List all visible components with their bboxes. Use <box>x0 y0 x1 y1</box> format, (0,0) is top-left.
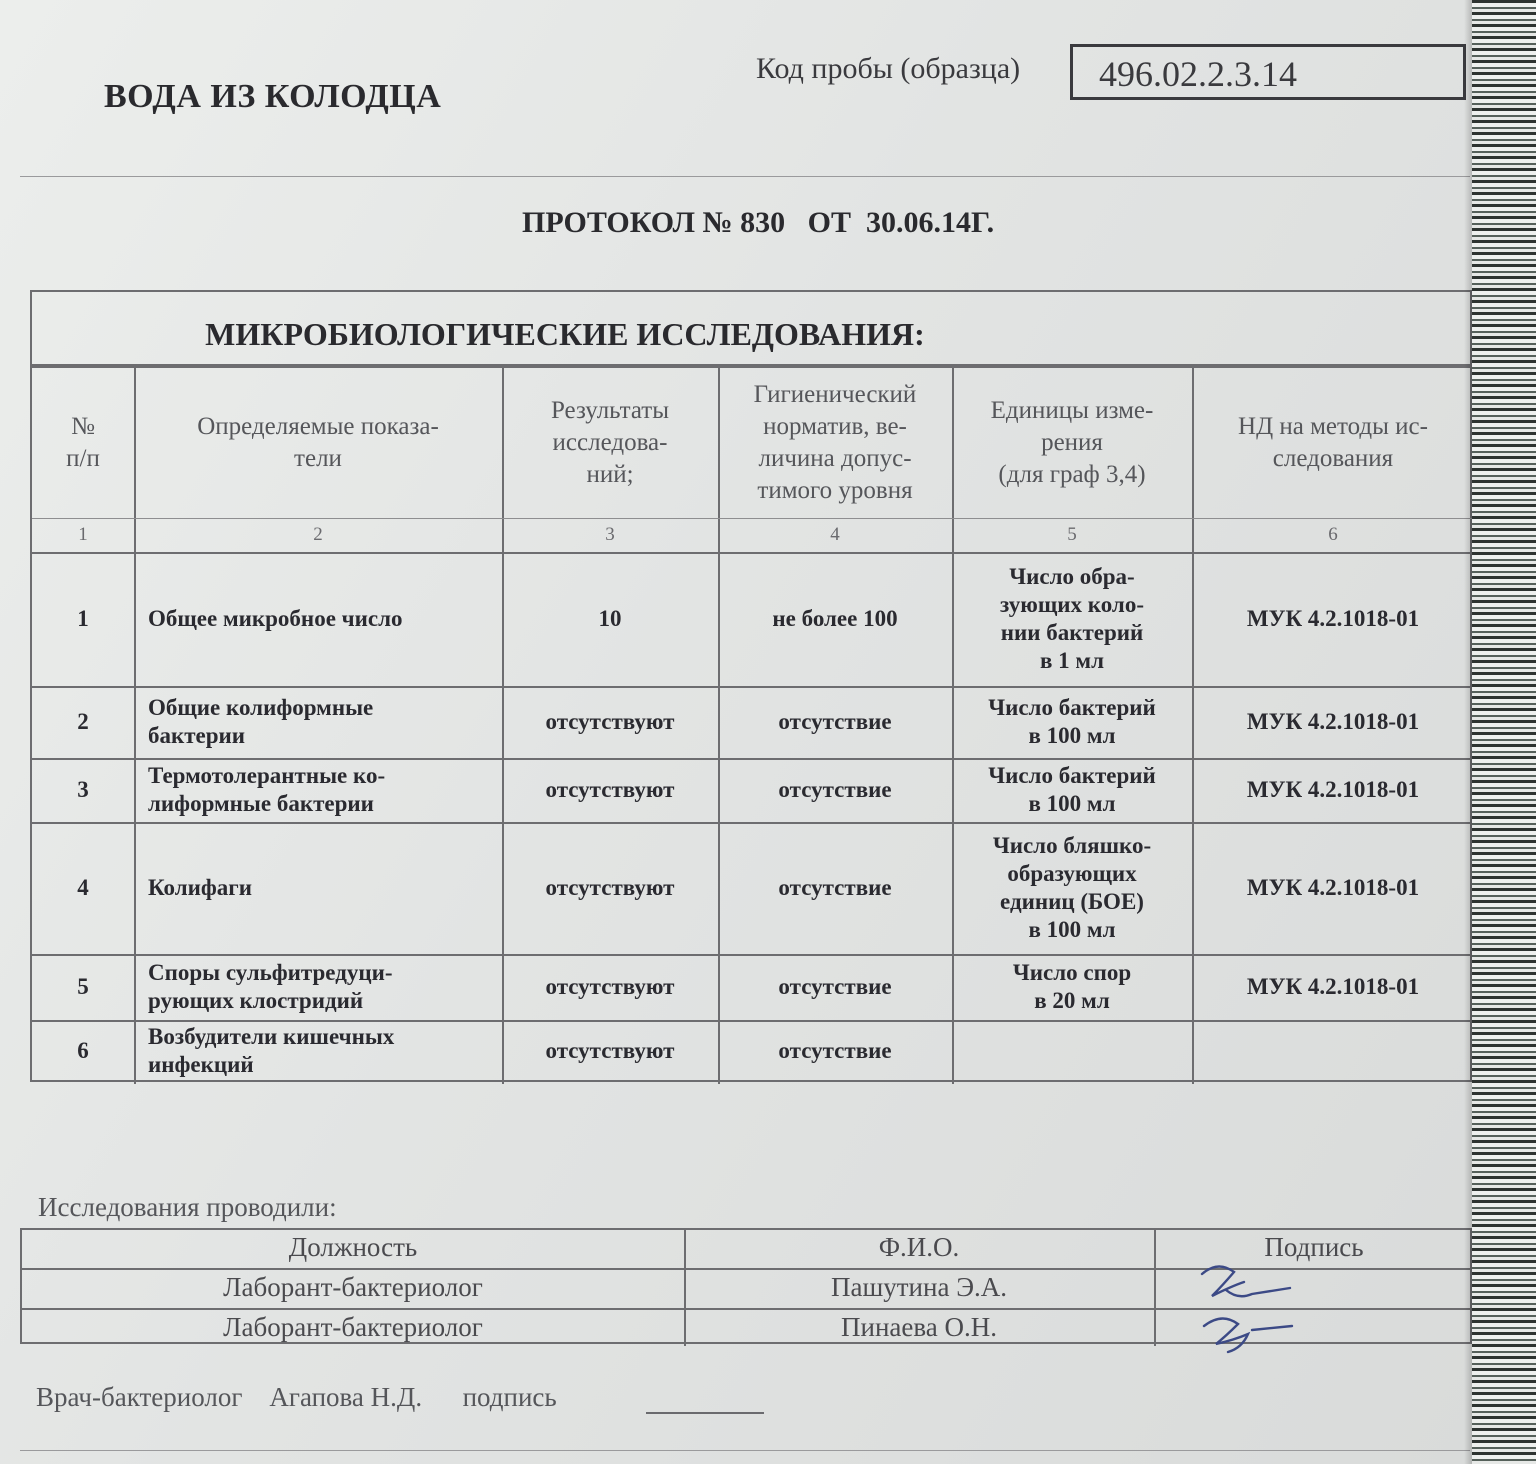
column-header-line: ний; <box>586 461 634 488</box>
column-header <box>134 411 502 475</box>
sample-code-label: Код пробы (образца) <box>756 52 1021 85</box>
method-cell-line: МУК 4.2.1018-01 <box>1246 606 1420 631</box>
units-cell <box>952 694 1192 750</box>
staff-name: Пинаева О.Н. <box>841 1312 997 1342</box>
indicator-cell-line: Общее микробное число <box>148 606 403 631</box>
column-header-line: Определяемые показа- <box>197 413 439 440</box>
result-cell-line: отсутствуют <box>545 709 675 734</box>
norm-cell-line: отсутствие <box>778 875 892 900</box>
column-divider <box>134 368 136 1084</box>
method-cell-line: МУК 4.2.1018-01 <box>1246 777 1420 802</box>
units-cell-line: Число спор <box>1012 960 1132 985</box>
row-number-line: 2 <box>77 709 89 734</box>
column-header-line: НД на методы ис- <box>1238 413 1428 440</box>
column-number: 2 <box>313 524 323 545</box>
section-title: МИКРОБИОЛОГИЧЕСКИЕ ИССЛЕДОВАНИЯ: <box>205 316 925 352</box>
result-cell <box>502 776 718 804</box>
norm-cell <box>718 605 952 633</box>
indicator-cell <box>148 1023 498 1079</box>
column-header <box>718 379 952 507</box>
units-cell <box>952 832 1192 944</box>
result-cell-line: отсутствуют <box>545 875 675 900</box>
row-divider <box>32 822 1474 824</box>
column-header-line: Результаты <box>550 397 670 424</box>
units-cell-line: в 100 мл <box>1028 791 1116 816</box>
row-number-line: 4 <box>77 875 89 900</box>
result-cell <box>502 874 718 902</box>
column-header <box>502 395 718 491</box>
column-header-line: п/п <box>66 445 100 472</box>
method-cell-line: МУК 4.2.1018-01 <box>1246 875 1420 900</box>
indicator-cell-line: Споры сульфитредуци- <box>148 960 393 985</box>
column-header <box>952 395 1192 491</box>
method-cell <box>1192 605 1474 633</box>
column-number: 5 <box>1067 524 1077 545</box>
row-number-line: 3 <box>77 777 89 802</box>
column-number: 3 <box>605 524 615 545</box>
method-cell-line: МУК 4.2.1018-01 <box>1246 709 1420 734</box>
row-divider <box>32 686 1474 688</box>
staff-header: Должность <box>288 1232 418 1262</box>
method-cell <box>1192 708 1474 736</box>
norm-cell <box>718 874 952 902</box>
doctor-line <box>36 1382 557 1413</box>
column-number: 1 <box>78 524 88 545</box>
indicator-cell-line: лиформные бактерии <box>148 791 374 816</box>
column-header-line: Единицы изме- <box>990 397 1154 424</box>
column-header-line: Гигиенический <box>753 381 917 408</box>
column-header-line: следования <box>1272 445 1394 472</box>
norm-cell <box>718 1037 952 1065</box>
units-cell <box>952 563 1192 675</box>
indicator-cell <box>148 694 498 750</box>
doctor-signature-label: подпись <box>462 1382 557 1412</box>
indicator-cell <box>148 762 498 818</box>
staff-table <box>20 1228 1472 1344</box>
staff-header: Подпись <box>1264 1232 1364 1262</box>
result-cell-line: отсутствуют <box>545 1038 675 1063</box>
units-cell-line: Число бактерий <box>988 763 1156 788</box>
doctor-position: Врач-бактериолог <box>36 1382 243 1412</box>
units-cell-line: нии бактерий <box>1000 620 1144 645</box>
staff-header: Ф.И.О. <box>878 1232 960 1262</box>
units-cell-line: зующих коло- <box>1000 592 1144 617</box>
performed-by-label: Исследования проводили: <box>38 1192 337 1222</box>
staff-position: Лаборант-бактериолог <box>223 1272 483 1302</box>
norm-cell-line: отсутствие <box>778 974 892 999</box>
units-cell-line: единиц (БОЕ) <box>1000 889 1144 914</box>
doctor-signature-line <box>646 1412 764 1414</box>
norm-cell <box>718 708 952 736</box>
column-header-line: норматив, ве- <box>763 413 907 440</box>
protocol-title <box>522 206 994 240</box>
indicator-cell <box>148 605 498 633</box>
row-number <box>32 874 134 902</box>
sample-code-value: 496.02.2.3.14 <box>1099 54 1297 94</box>
units-cell <box>952 959 1192 1015</box>
result-cell <box>502 1037 718 1065</box>
column-header-line: (для граф 3,4) <box>998 461 1146 488</box>
column-header <box>32 411 134 475</box>
staff-name: Пашутина Э.А. <box>830 1272 1008 1302</box>
method-cell <box>1192 874 1474 902</box>
norm-cell-line: не более 100 <box>772 606 898 631</box>
row-divider <box>32 758 1474 760</box>
result-cell <box>502 973 718 1001</box>
result-cell-line: отсутствуют <box>545 974 675 999</box>
norm-cell-line: отсутствие <box>778 709 892 734</box>
result-cell-line: отсутствуют <box>545 777 675 802</box>
sample-code-box <box>1070 44 1466 100</box>
row-number <box>32 776 134 804</box>
norm-cell-line: отсутствие <box>778 1038 892 1063</box>
row-divider <box>32 1020 1474 1022</box>
protocol-number: ПРОТОКОЛ № 830 <box>522 206 786 239</box>
norm-cell <box>718 973 952 1001</box>
row-divider <box>32 552 1474 554</box>
units-cell-line: Число бактерий <box>988 695 1156 720</box>
top-divider <box>20 176 1470 177</box>
column-header-line: № <box>71 413 95 440</box>
signature-2-icon <box>1182 1304 1302 1364</box>
indicator-cell-line: инфекций <box>148 1052 254 1077</box>
indicator-cell-line: Колифаги <box>148 875 252 900</box>
method-cell <box>1192 776 1474 804</box>
column-header <box>1192 411 1474 475</box>
row-number-line: 6 <box>77 1038 89 1063</box>
row-number <box>32 1037 134 1065</box>
indicator-cell <box>148 874 498 902</box>
units-cell-line: в 1 мл <box>1040 648 1104 673</box>
column-header-line: личина допус- <box>758 445 912 472</box>
binding-shadow <box>1464 0 1472 1464</box>
row-number-line: 5 <box>77 974 89 999</box>
units-cell-line: в 100 мл <box>1028 723 1116 748</box>
column-header-line: тели <box>294 445 342 472</box>
doctor-name: Агапова Н.Д. <box>269 1382 423 1412</box>
row-number <box>32 708 134 736</box>
results-table <box>30 366 1472 1082</box>
method-cell <box>1192 973 1474 1001</box>
units-cell-line: в 100 мл <box>1028 917 1116 942</box>
row-divider <box>32 954 1474 956</box>
method-cell-line: МУК 4.2.1018-01 <box>1246 974 1420 999</box>
column-number: 6 <box>1328 524 1338 545</box>
row-number <box>32 605 134 633</box>
indicator-cell-line: бактерии <box>148 723 246 748</box>
units-cell-line: Число бляшко- <box>992 833 1152 858</box>
staff-position: Лаборант-бактериолог <box>223 1312 483 1342</box>
units-cell <box>952 762 1192 818</box>
result-cell <box>502 605 718 633</box>
notebook-binding <box>1472 0 1536 1464</box>
indicator-cell <box>148 959 498 1015</box>
units-cell-line: в 20 мл <box>1034 988 1110 1013</box>
column-header-line: тимого уровня <box>757 477 913 504</box>
row-number-line: 1 <box>77 606 89 631</box>
units-cell-line: образующих <box>1007 861 1137 886</box>
norm-cell-line: отсутствие <box>778 777 892 802</box>
indicator-cell-line: рующих клостридий <box>148 988 364 1013</box>
row-number <box>32 973 134 1001</box>
indicator-cell-line: Возбудители кишечных <box>148 1024 395 1049</box>
indicator-cell-line: Общие колиформные <box>148 695 374 720</box>
column-header-line: рения <box>1041 429 1103 456</box>
protocol-date: ОТ 30.06.14Г. <box>807 206 995 239</box>
units-cell-line: Число обра- <box>1009 564 1135 589</box>
column-header-line: исследова- <box>552 429 668 456</box>
header-divider <box>32 518 1474 519</box>
column-number: 4 <box>830 524 840 545</box>
result-cell <box>502 708 718 736</box>
result-cell-line: 10 <box>598 606 622 631</box>
norm-cell <box>718 776 952 804</box>
indicator-cell-line: Термотолерантные ко- <box>148 763 386 788</box>
bottom-divider <box>20 1450 1470 1451</box>
sample-type: ВОДА ИЗ КОЛОДЦА <box>104 78 442 115</box>
